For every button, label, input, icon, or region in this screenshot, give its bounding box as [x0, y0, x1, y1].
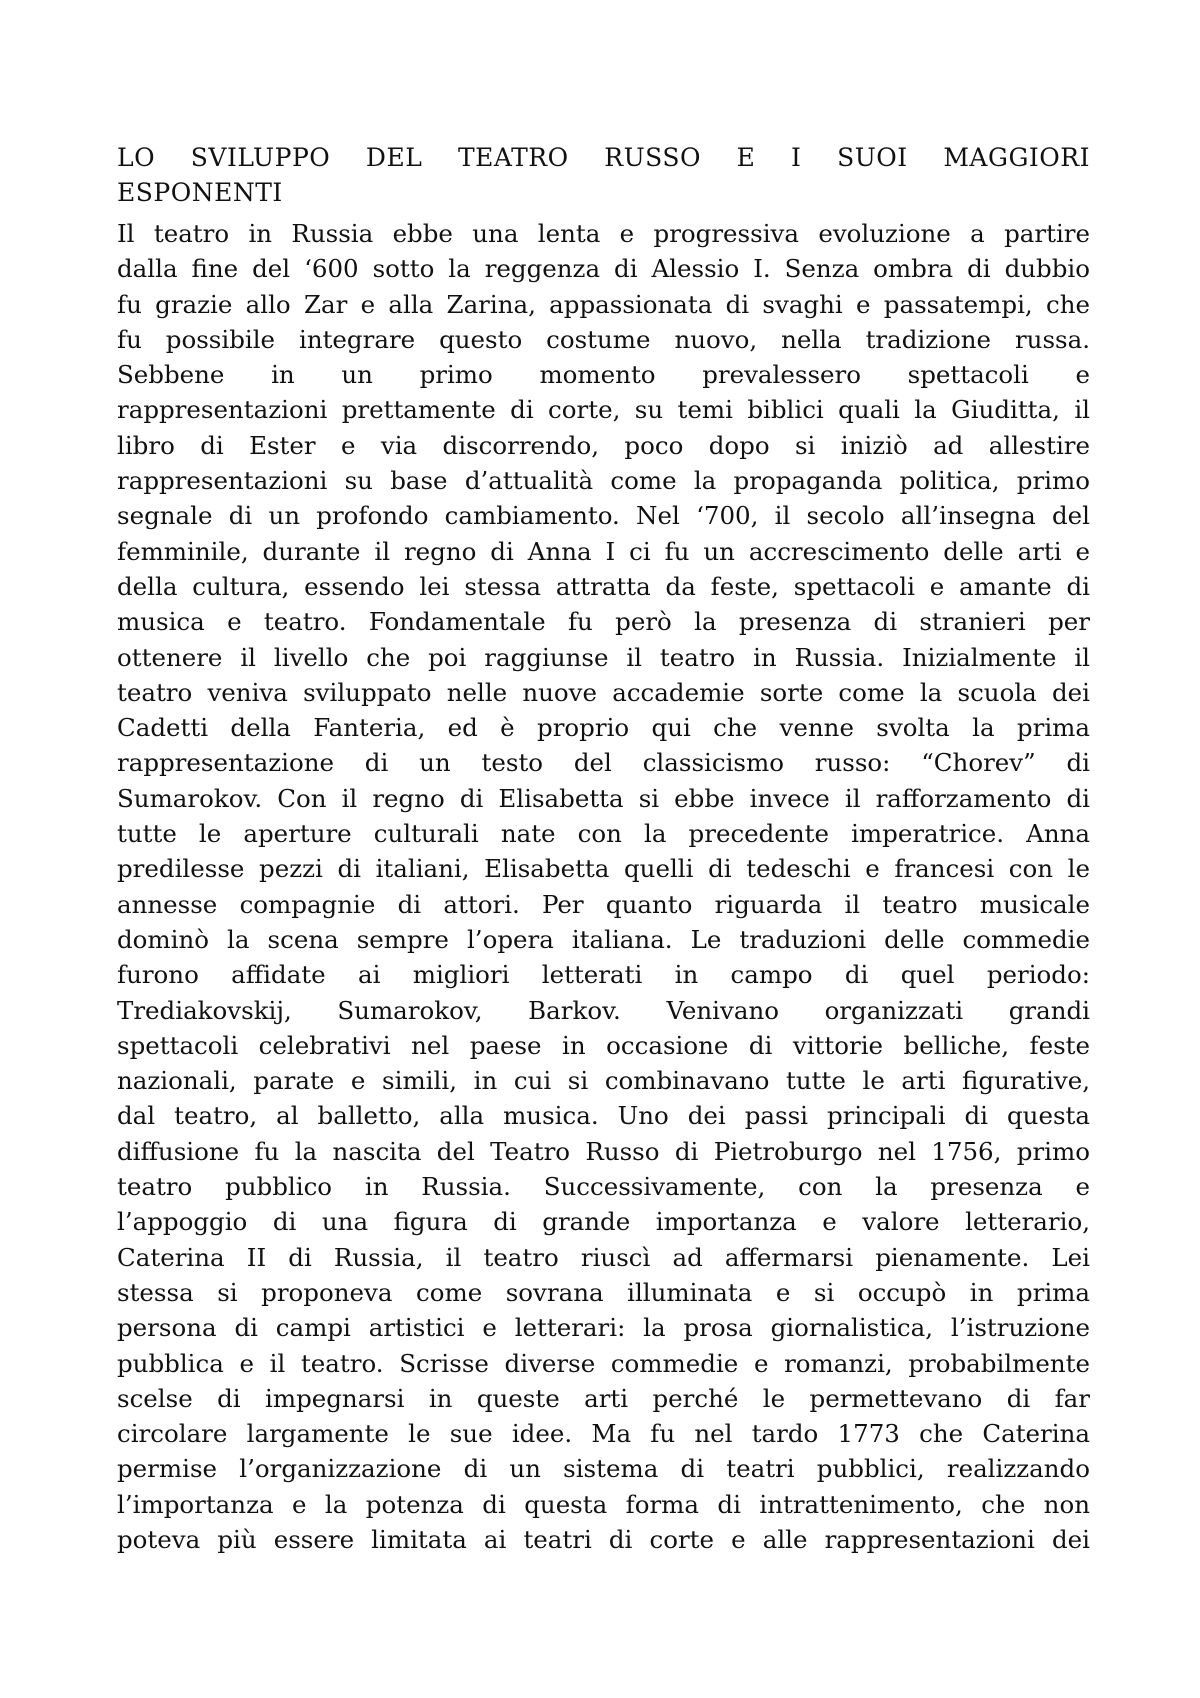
- body-line: scelse di impegnarsi in queste arti perché le permettevano di far: [117, 1383, 1090, 1413]
- body-line: Caterina II di Russia, il teatro riuscì ad affermarsi pienamente. Lei: [117, 1242, 1090, 1272]
- body-line: Cadetti della Fanteria, ed è proprio qui che venne svolta la prima: [117, 713, 1090, 743]
- body-line: teatro pubblico in Russia. Successivamente, con la presenza e: [117, 1172, 1090, 1202]
- body-line: rappresentazione di un testo del classicismo russo: “Chorev” di: [117, 748, 1090, 778]
- body-line: ottenere il livello che poi raggiunse il teatro in Russia. Inizialmente il: [117, 642, 1090, 672]
- body-line: tutte le aperture culturali nate con la precedente imperatrice. Anna: [117, 819, 1090, 849]
- body-line: nazionali, parate e simili, in cui si combinavano tutte le arti figurative,: [117, 1066, 1090, 1096]
- body-line: dominò la scena sempre l’opera italiana. Le traduzioni delle commedie: [117, 924, 1090, 954]
- body-line: permise l’organizzazione di un sistema di teatri pubblici, realizzando: [117, 1454, 1090, 1484]
- body-line: fu possibile integrare questo costume nuovo, nella tradizione russa.: [117, 324, 1090, 354]
- body-line: Sumarokov. Con il regno di Elisabetta si ebbe invece il rafforzamento di: [117, 783, 1090, 813]
- body-line: diffusione fu la nascita del Teatro Russo di Pietroburgo nel 1756, primo: [117, 1136, 1090, 1166]
- title-line-2: ESPONENTI: [117, 178, 283, 207]
- body-line: rappresentazioni su base d’attualità come la propaganda politica, primo: [117, 466, 1090, 496]
- body-line: segnale di un profondo cambiamento. Nel ‘700, il secolo all’insegna del: [117, 501, 1090, 531]
- body-line: l’importanza e la potenza di questa forma di intrattenimento, che non: [117, 1489, 1090, 1519]
- body-line: furono affidate ai migliori letterati in campo di quel periodo:: [117, 960, 1090, 990]
- body-line: Il teatro in Russia ebbe una lenta e progressiva evoluzione a partire: [117, 219, 1090, 248]
- body-line: circolare largamente le sue idee. Ma fu nel tardo 1773 che Caterina: [117, 1419, 1090, 1449]
- title-line-1: LO SVILUPPO DEL TEATRO RUSSO E I SUOI MAGGIORI: [117, 143, 1090, 172]
- body-line: Sebbene in un primo momento prevalessero spettacoli e: [117, 360, 1090, 390]
- body-line: predilesse pezzi di italiani, Elisabetta quelli di tedeschi e francesi con le: [117, 854, 1090, 884]
- body-line: pubblica e il teatro. Scrisse diverse commedie e romanzi, probabilmente: [117, 1348, 1090, 1378]
- body-line: teatro veniva sviluppato nelle nuove accademie sorte come la scuola dei: [117, 677, 1090, 707]
- body-line: l’appoggio di una figura di grande importanza e valore letterario,: [117, 1207, 1090, 1237]
- body-line: femminile, durante il regno di Anna I ci fu un accrescimento delle arti e: [117, 536, 1090, 566]
- body-line: Trediakovskij, Sumarokov, Barkov. Venivano organizzati grandi: [117, 995, 1090, 1025]
- body-line: musica e teatro. Fondamentale fu però la presenza di stranieri per: [117, 607, 1090, 637]
- body-line: fu grazie allo Zar e alla Zarina, appassionata di svaghi e passatempi, che: [117, 289, 1090, 319]
- body-line: annesse compagnie di attori. Per quanto riguarda il teatro musicale: [117, 889, 1090, 919]
- body-line: della cultura, essendo lei stessa attratta da feste, spettacoli e amante di: [117, 571, 1090, 601]
- body-paragraph: [117, 216, 1090, 1557]
- body-line: dal teatro, al balletto, alla musica. Uno dei passi principali di questa: [117, 1101, 1090, 1131]
- body-line: spettacoli celebrativi nel paese in occasione di vittorie belliche, feste: [117, 1030, 1090, 1060]
- body-line: dalla fine del ‘600 sotto la reggenza di Alessio I. Senza ombra di dubbio: [117, 254, 1090, 284]
- document-page: [117, 140, 1090, 1557]
- body-line: rappresentazioni prettamente di corte, su temi biblici quali la Giuditta, il: [117, 395, 1090, 425]
- body-line: poteva più essere limitata ai teatri di corte e alle rappresentazioni dei: [117, 1524, 1090, 1554]
- body-line: stessa si proponeva come sovrana illuminata e si occupò in prima: [117, 1277, 1090, 1307]
- body-line: persona di campi artistici e letterari: la prosa giornalistica, l’istruzione: [117, 1313, 1090, 1343]
- document-title: [117, 140, 1090, 210]
- body-line: libro di Ester e via discorrendo, poco dopo si iniziò ad allestire: [117, 430, 1090, 460]
